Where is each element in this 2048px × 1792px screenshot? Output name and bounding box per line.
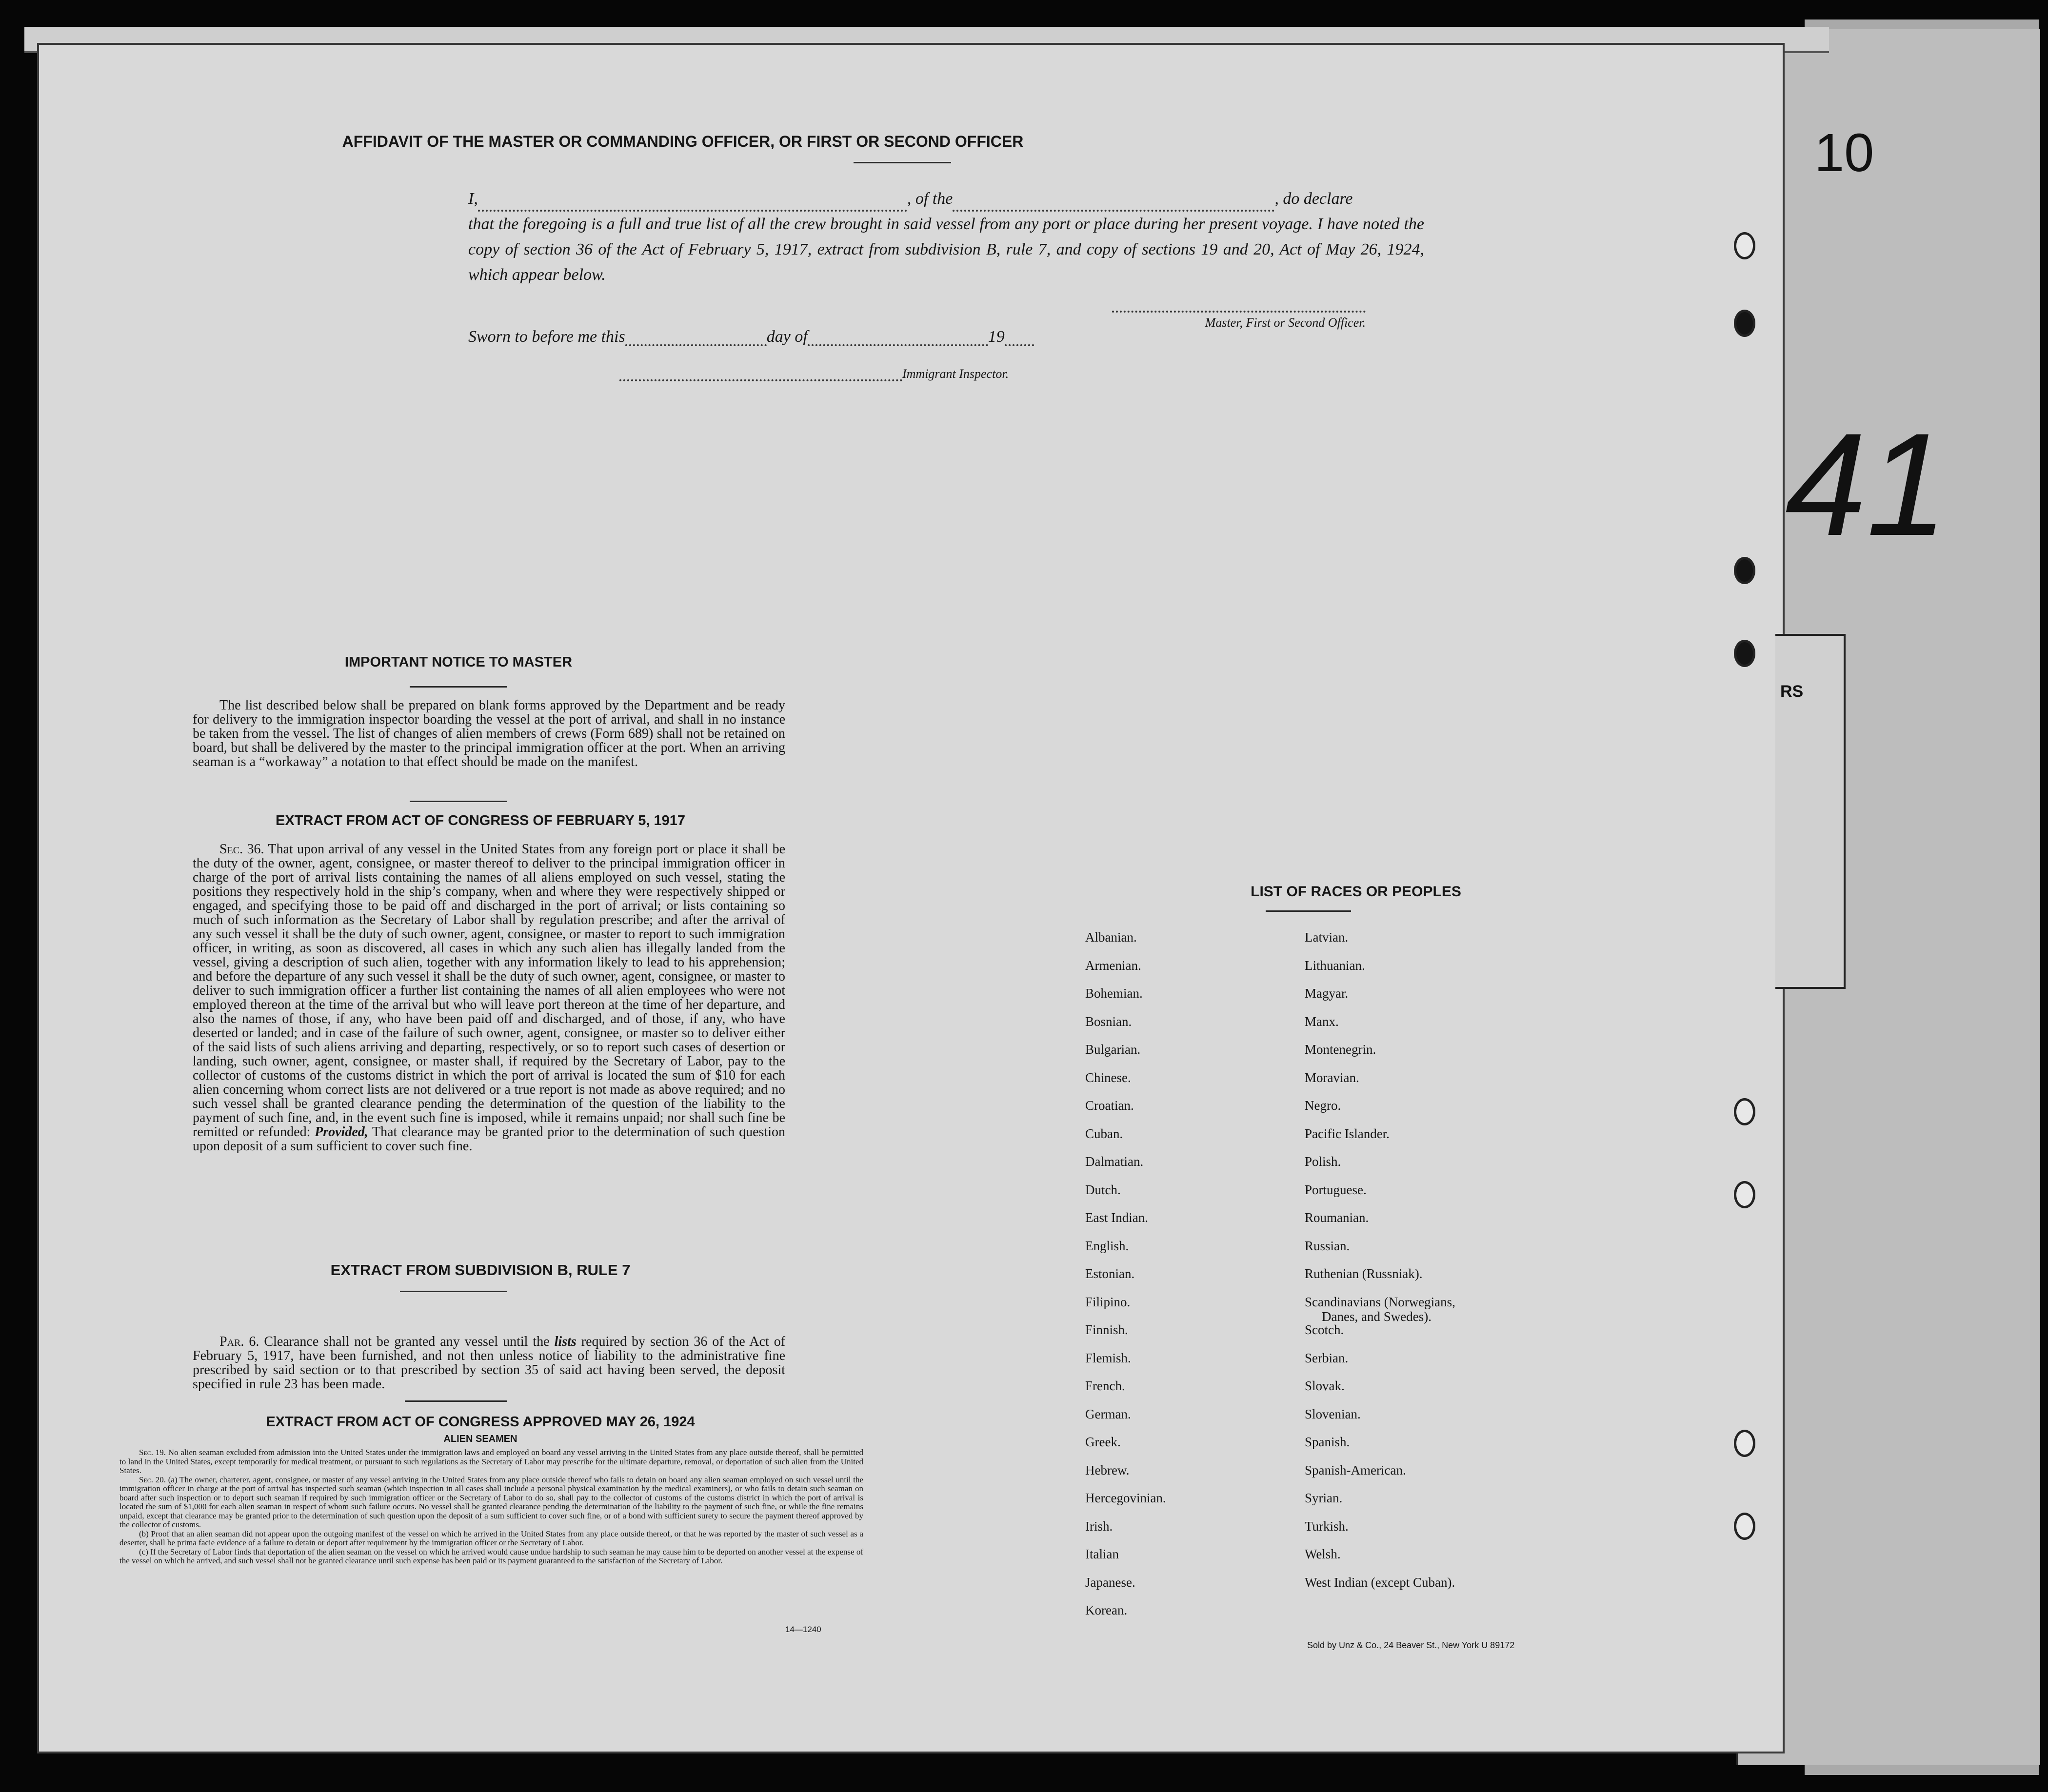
name-blank[interactable]	[478, 200, 907, 212]
handwritten-number-top: 10	[1814, 123, 1874, 183]
race-item: East Indian.	[1085, 1210, 1148, 1225]
races-rule	[1266, 910, 1351, 912]
race-item: Greek.	[1085, 1435, 1121, 1449]
race-item: Pacific Islander.	[1305, 1126, 1390, 1141]
vessel-blank[interactable]	[953, 200, 1274, 212]
notice-body: The list described below shall be prepared on blank forms approved by the Department and be ready for delivery to the immigration inspector boarding the vessel at the port of arrival, and shall in no instance be taken from the vessel. The list of changes of alien members of crews (Form 689) shall not be retained on board, but shall be delivered by the master to the principal immigration officer at the port. When an arriving seaman is a “workaway” a notation to that effect should be made on the manifest.	[193, 698, 785, 769]
races-title: LIST OF RACES OR PEOPLES	[1251, 884, 1461, 900]
extract-rule7-title: EXTRACT FROM SUBDIVISION B, RULE 7	[330, 1261, 631, 1279]
sworn-year-blank[interactable]	[1005, 335, 1034, 346]
race-item: Scotch.	[1305, 1322, 1344, 1337]
race-item: Slovak.	[1305, 1378, 1345, 1393]
race-item: Magyar.	[1305, 986, 1349, 1001]
race-item: Latvian.	[1305, 930, 1349, 945]
inspector-label: Immigrant Inspector.	[902, 367, 1009, 381]
race-item: Estonian.	[1085, 1266, 1135, 1281]
race-item: West Indian (except Cuban).	[1305, 1575, 1455, 1590]
race-item: Spanish.	[1305, 1435, 1350, 1449]
notice-title: IMPORTANT NOTICE TO MASTER	[344, 654, 573, 670]
race-item: Albanian.	[1085, 930, 1137, 945]
race-item: Turkish.	[1305, 1518, 1349, 1534]
binder-hole-icon	[1734, 232, 1755, 259]
race-item: Montenegrin.	[1305, 1042, 1376, 1057]
race-item: Slovenian.	[1305, 1406, 1361, 1421]
race-item: Roumanian.	[1305, 1210, 1369, 1225]
race-item: Bulgarian.	[1085, 1042, 1141, 1057]
binder-hole-icon	[1734, 1513, 1755, 1540]
binder-hole-icon	[1734, 557, 1755, 584]
binder-hole-icon	[1734, 1181, 1755, 1208]
race-item: Manx.	[1305, 1014, 1339, 1029]
race-item: Korean.	[1085, 1603, 1128, 1617]
race-item: Scandinavians (Norwegians,	[1305, 1294, 1455, 1309]
edge-tab	[1775, 634, 1846, 989]
sworn-month-blank[interactable]	[808, 335, 988, 346]
binder-hole-icon	[1734, 1430, 1755, 1457]
race-item: Chinese.	[1085, 1070, 1131, 1085]
race-item: Flemish.	[1085, 1350, 1131, 1365]
manifest-page	[39, 45, 1783, 1752]
signature-block	[1014, 301, 1366, 330]
sworn-day-of: day of	[766, 328, 808, 346]
provided-word: Provided,	[315, 1124, 368, 1140]
declaration-i: I,	[468, 190, 478, 208]
race-item: Syrian.	[1305, 1491, 1343, 1505]
declaration-of-the: , of the	[907, 190, 953, 208]
declaration-body: that the foregoing is a full and true list of all the crew brought in said vessel from any port or place during her present voyage. I have noted the copy of section 36 of the Act of February 5, 1917, extract from subdivision B, rule 7, and copy of sections 19 and 20, Act of May 26, 1924, which appear below.	[468, 215, 1424, 284]
binder-hole-icon	[1734, 310, 1755, 337]
race-item: Portuguese.	[1305, 1182, 1367, 1197]
declaration-do-declare: , do declare	[1274, 190, 1353, 208]
printer-credit: Sold by Unz & Co., 24 Beaver St., New York U 89172	[1307, 1640, 1515, 1650]
race-item: Hebrew.	[1085, 1462, 1130, 1477]
rule7-rule	[400, 1291, 507, 1292]
notice-rule	[410, 686, 507, 688]
extract-1924-title: EXTRACT FROM ACT OF CONGRESS APPROVED MAY 26, 1924	[266, 1414, 695, 1430]
sec-36-label: Sec. 36.	[219, 842, 264, 857]
race-item: German.	[1085, 1406, 1131, 1421]
race-item: Danes, and Swedes).	[1322, 1309, 1432, 1324]
extract-1917-body: Sec. 36. That upon arrival of any vessel in the United States from any foreign port or place it shall be the duty of the owner, agent, consignee, or master thereof to deliver to the principal immigration officer in charge of the port of arrival lists containing the names of all aliens employed on such vessel, stating the positions they respectively hold in the ship’s company, when and where they were respectively shipped or engaged, and specifying those to be paid off and discharged in the port of arrival; or lists containing so much of such information as the Secretary of Labor shall by regulation prescribe; and after the arrival of any such vessel it shall be the duty of such owner, agent, consignee, or master to report to such immigration officer, in writing, as soon as discovered, all cases in which any such alien has illegally landed from the vessel, giving a description of such alien, together with any information likely to lead to his apprehension; and before the departure of any such vessel it shall be the duty of such owner, agent, consignee, or master to deliver to such immigration officer a further list containing the names of all alien employees who were not employed thereon at the time of the arrival but who will leave port thereon at the time of her departure, and also the names of those, if any, who have been paid off and discharged, and of those, if any, who have deserted or landed; and in case of the failure of such owner, agent, consignee, or master so to deliver either of the said lists of such aliens arriving and departing, respectively, or so to report such cases of desertion or landing, such owner, agent, consignee, or master shall, if required by the Secretary of Labor, pay to the collector of customs of the customs district in which the port of arrival is located the sum of $10 for each alien concerning whom correct lists are not delivered or a true report is not made as above required; and no such vessel shall be granted clearance pending the determination of the question of the liability to the payment of such fine, and, in the event such fine is imposed, while it remains unpaid; nor shall such fine be remitted or refunded: Provided, That clearance may be granted prior to the determination of such question upon deposit of a sum sufficient to cover such fine.	[193, 842, 786, 1154]
race-item: Japanese.	[1085, 1575, 1135, 1590]
race-item: Dalmatian.	[1085, 1154, 1144, 1169]
rule7-end-rule	[405, 1400, 507, 1402]
race-item: Ruthenian (Russniak).	[1305, 1266, 1423, 1281]
title-rule	[854, 162, 951, 163]
race-item: Hercegovinian.	[1085, 1491, 1166, 1505]
sworn-day-blank[interactable]	[625, 335, 767, 346]
par-6-label: Par. 6.	[219, 1334, 259, 1349]
race-item: Polish.	[1305, 1154, 1341, 1169]
race-item: Welsh.	[1305, 1547, 1341, 1561]
race-item: Bosnian.	[1085, 1014, 1132, 1029]
lists-word: lists	[554, 1334, 577, 1349]
race-item: Dutch.	[1085, 1182, 1121, 1197]
race-item: Italian	[1085, 1547, 1119, 1561]
inspector-line	[619, 367, 1009, 381]
race-item: French.	[1085, 1378, 1125, 1393]
race-item: Finnish.	[1085, 1322, 1128, 1337]
declaration	[468, 186, 1424, 288]
race-item: Cuban.	[1085, 1126, 1123, 1141]
signature-blank[interactable]	[1112, 301, 1366, 313]
race-item: Moravian.	[1305, 1070, 1359, 1085]
handwritten-number-big: 41	[1785, 402, 1948, 566]
binder-hole-icon	[1734, 640, 1755, 667]
race-item: Armenian.	[1085, 958, 1141, 973]
inspector-blank[interactable]	[619, 370, 902, 381]
sworn-year: 19	[988, 328, 1005, 346]
race-item: Lithuanian.	[1305, 958, 1365, 973]
race-item: Croatian.	[1085, 1098, 1134, 1113]
affidavit-title: AFFIDAVIT OF THE MASTER OR COMMANDING OFFICER, OR FIRST OR SECOND OFFICER	[342, 133, 1024, 150]
notice-end-rule	[410, 801, 507, 802]
race-item: Irish.	[1085, 1518, 1113, 1534]
sworn-line	[468, 328, 1151, 346]
extract-rule7-body: Par. 6. Clearance shall not be granted any vessel until the lists required by section 36 of the Act of February 5, 1917, have been furnished, and not then unless notice of liability to the administrative fine prescribed by said section or to that prescribed by section 35 of said act having been served, the deposit specified in rule 23 has been made.	[193, 1334, 786, 1392]
form-number: 14—1240	[785, 1625, 821, 1634]
tab-fragment: RS	[1780, 682, 1804, 701]
binder-hole-icon	[1734, 1098, 1755, 1125]
extract-1924-body: Sec. 19. No alien seaman excluded from admission into the United States under the immigration laws and employed on board any vessel arriving in the United States from any place outside thereof, shall be permitted to land in the United States, except temporarily for medical treatment, or pursuant to such regulations as the Secretary of Labor may prescribe for the ultimate departure, removal, or deportation of such alien from the United States. Sec. 20. (a) The owner, charterer, agent, consignee, or master of any vessel arriving in the United States from any place outside thereof who fails to detain on board any alien seaman employed on such vessel until the immigration officer in charge at the port of arrival has inspected such seaman (which inspection in all cases shall include a personal physical examination by the medical examiners), or who fails to detain such seaman on board after such inspection or to deport such seaman if required by such immigration officer or the Secretary of Labor to do so, shall pay to the collector of customs of the customs district in which the port of arrival is located the sum of $1,000 for each alien seaman in respect of whom such failure occurs. No vessel shall be granted clearance pending the determination of the liability to the payment of such fine, or while the fine remains unpaid, except that clearance may be granted prior to the determination of such question upon the deposit of a sum sufficient to cover such fine, or of a bond with sufficient surety to secure the payment thereof approved by the collector of customs. (b) Proof that an alien seaman did not appear upon the outgoing manifest of the vessel on which he arrived in the United States from any place outside thereof, or that he was reported by the master of such vessel as a deserter, shall be prima facie evidence of a failure to detain or deport after requirement by the immigration officer or the Secretary of Labor. (c) If the Secretary of Labor finds that deportation of the alien seaman on the vessel on which he arrived would cause undue hardship to such seaman he may cause him to be deported on another vessel at the expense of the vessel on which he arrived, and such vessel shall not be granted clearance until such expense has been paid or its payment guaranteed to the satisfaction of the Secretary of Labor.	[119, 1448, 863, 1565]
sworn-start: Sworn to before me this	[468, 328, 625, 346]
race-item: Spanish-American.	[1305, 1462, 1406, 1477]
race-item: Negro.	[1305, 1098, 1341, 1113]
race-item: Bohemian.	[1085, 986, 1143, 1001]
race-item: Serbian.	[1305, 1350, 1349, 1365]
signature-label: Master, First or Second Officer.	[1205, 315, 1366, 330]
race-item: Russian.	[1305, 1238, 1350, 1253]
alien-seamen-subtitle: ALIEN SEAMEN	[443, 1434, 517, 1444]
race-item: English.	[1085, 1238, 1129, 1253]
race-item: Filipino.	[1085, 1294, 1131, 1309]
extract-1917-title: EXTRACT FROM ACT OF CONGRESS OF FEBRUARY 5, 1917	[275, 813, 686, 828]
